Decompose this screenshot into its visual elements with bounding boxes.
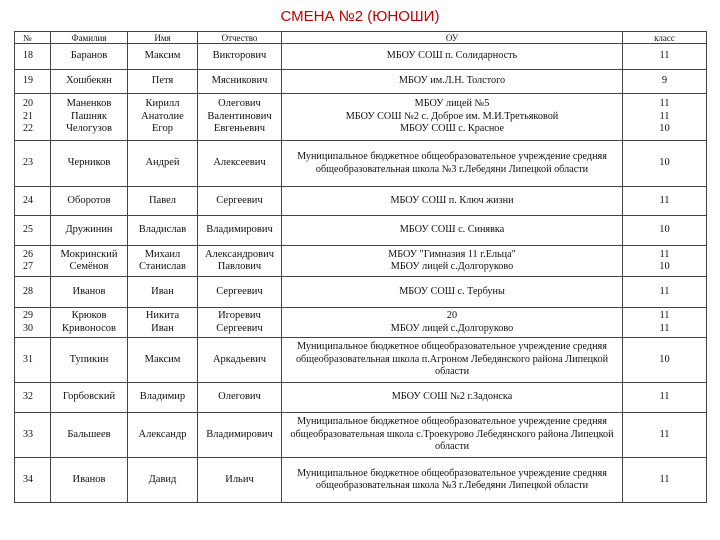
cell-patronymic: Владимирович — [198, 216, 282, 246]
cell-line: Павлович — [217, 261, 262, 272]
table-row — [15, 44, 707, 70]
cell-grade: 11 — [623, 44, 707, 70]
cell-line: МБОУ лицей №5 — [414, 98, 490, 110]
cell-first-name: Павел — [128, 187, 198, 216]
cell-number: 24 — [15, 187, 51, 216]
cell-line: Иван — [151, 322, 174, 334]
cell-line: Пашняк — [71, 110, 107, 122]
header-first-name: Имя — [128, 32, 198, 44]
table-row — [15, 458, 707, 503]
cell-school: МБОУ СОШ п. Ключ жизни — [282, 187, 623, 216]
table-row — [15, 94, 707, 141]
cell-line: 27 — [23, 261, 33, 272]
cell-school: МБОУ СОШ п. Солидарность — [282, 44, 623, 70]
cell-last-name — [51, 308, 128, 338]
cell-number: 33 — [15, 413, 51, 458]
cell-patronymic: Аркадьевич — [198, 338, 282, 383]
cell-patronymic: Мясникович — [198, 70, 282, 94]
table-row — [15, 141, 707, 187]
cell-line: 29 — [23, 310, 33, 321]
header-last-name: Фамилия — [51, 32, 128, 44]
cell-line: 30 — [23, 322, 33, 334]
cell-line: Егор — [152, 123, 173, 135]
cell-patronymic: Владимирович — [198, 413, 282, 458]
cell-grade — [623, 308, 707, 338]
cell-grade — [623, 246, 707, 277]
cell-number: 31 — [15, 338, 51, 383]
table-row — [15, 277, 707, 308]
cell-line: Маненков — [66, 98, 112, 110]
cell-patronymic — [198, 308, 282, 338]
cell-school: Муниципальное бюджетное общеобразовательное учреждение средняя общеобразовательная школа №3 г.Лебедяни Липецкой области — [282, 141, 623, 187]
cell-last-name — [51, 246, 128, 277]
cell-first-name: Владимир — [128, 383, 198, 413]
cell-line: Александрович — [204, 248, 275, 260]
cell-line: Олегович — [218, 98, 261, 110]
table-row — [15, 383, 707, 413]
cell-line: 11 — [659, 322, 670, 334]
cell-grade: 10 — [623, 141, 707, 187]
table-body — [15, 44, 707, 503]
page-title: СМЕНА №2 (ЮНОШИ) — [280, 8, 440, 25]
cell-line: Анатолие — [141, 110, 184, 122]
cell-patronymic: Олегович — [198, 383, 282, 413]
cell-grade: 10 — [623, 338, 707, 383]
cell-school: МБОУ СОШ с. Тербуны — [282, 277, 623, 308]
header-number: № — [15, 32, 51, 44]
cell-line: 22 — [23, 123, 33, 135]
table-row — [15, 338, 707, 383]
cell-school: Муниципальное бюджетное общеобразовательное учреждение средняя общеобразовательная школа п.Агроном Лебедянского района Липецкой области — [282, 338, 623, 383]
cell-line: 10 — [659, 261, 670, 272]
cell-line: 26 — [23, 248, 33, 260]
cell-patronymic: Викторович — [198, 44, 282, 70]
participants-table — [14, 31, 707, 503]
cell-grade: 11 — [623, 413, 707, 458]
cell-first-name: Максим — [128, 44, 198, 70]
cell-line: 11 — [659, 310, 670, 321]
cell-patronymic — [198, 94, 282, 141]
cell-last-name: Дружинин — [51, 216, 128, 246]
cell-first-name — [128, 246, 198, 277]
header-patronymic: Отчество — [198, 32, 282, 44]
cell-first-name: Александр — [128, 413, 198, 458]
cell-line: 11 — [659, 110, 670, 122]
cell-number — [15, 94, 51, 141]
cell-patronymic: Сергеевич — [198, 187, 282, 216]
cell-grade: 9 — [623, 70, 707, 94]
cell-first-name: Владислав — [128, 216, 198, 246]
cell-last-name: Черников — [51, 141, 128, 187]
cell-line: Сергеевич — [216, 322, 263, 334]
cell-grade: 11 — [623, 187, 707, 216]
cell-last-name: Горбовский — [51, 383, 128, 413]
cell-number: 19 — [15, 70, 51, 94]
table-row — [15, 413, 707, 458]
cell-number: 32 — [15, 383, 51, 413]
cell-patronymic — [198, 246, 282, 277]
cell-first-name: Иван — [128, 277, 198, 308]
cell-line: Семёнов — [69, 261, 109, 272]
cell-line: 11 — [659, 98, 670, 110]
cell-grade: 11 — [623, 458, 707, 503]
cell-school — [282, 94, 623, 141]
cell-school — [282, 308, 623, 338]
cell-line: Валентинович — [207, 110, 272, 122]
cell-number: 25 — [15, 216, 51, 246]
cell-line: 11 — [659, 248, 670, 260]
cell-school: МБОУ СОШ с. Синявка — [282, 216, 623, 246]
cell-first-name: Петя — [128, 70, 198, 94]
cell-line: Игоревич — [218, 310, 261, 321]
cell-patronymic: Ильич — [198, 458, 282, 503]
cell-first-name: Давид — [128, 458, 198, 503]
cell-school: МБОУ СОШ №2 г.Задонска — [282, 383, 623, 413]
cell-school: Муниципальное бюджетное общеобразовательное учреждение средняя общеобразовательная школа №3 г.Лебедяни Липецкой области — [282, 458, 623, 503]
header-school: ОУ — [282, 32, 623, 44]
cell-line: 20 — [23, 98, 33, 110]
cell-line: Никита — [145, 310, 180, 321]
cell-first-name — [128, 94, 198, 141]
cell-number: 18 — [15, 44, 51, 70]
cell-patronymic: Алексеевич — [198, 141, 282, 187]
cell-first-name: Максим — [128, 338, 198, 383]
cell-first-name — [128, 308, 198, 338]
cell-patronymic: Сергеевич — [198, 277, 282, 308]
cell-grade — [623, 94, 707, 141]
table-row — [15, 308, 707, 338]
table-row — [15, 216, 707, 246]
cell-line: МБОУ "Гимназия 11 г.Ельца" — [388, 248, 516, 260]
cell-line: Евгеньевич — [213, 123, 266, 135]
header-grade: класс — [623, 32, 707, 44]
cell-last-name: Иванов — [51, 277, 128, 308]
cell-line: 21 — [23, 110, 33, 122]
cell-grade: 11 — [623, 383, 707, 413]
cell-school — [282, 246, 623, 277]
table-row — [15, 187, 707, 216]
cell-grade: 10 — [623, 216, 707, 246]
cell-line: Мокринский — [60, 248, 118, 260]
cell-line: МБОУ лицей с.Долгоруково — [390, 261, 514, 272]
cell-line: Кривоносов — [61, 322, 116, 334]
cell-first-name: Андрей — [128, 141, 198, 187]
cell-line: Станислав — [139, 261, 186, 272]
cell-line: 10 — [659, 123, 670, 135]
table-header-row — [15, 32, 707, 44]
cell-last-name: Тупикин — [51, 338, 128, 383]
cell-last-name: Бальшеев — [51, 413, 128, 458]
cell-line: 20 — [446, 310, 458, 321]
cell-line: Челогузов — [66, 123, 112, 135]
cell-last-name: Хошбекян — [51, 70, 128, 94]
cell-grade: 11 — [623, 277, 707, 308]
cell-last-name: Оборотов — [51, 187, 128, 216]
table-row — [15, 246, 707, 277]
cell-number: 34 — [15, 458, 51, 503]
cell-number: 23 — [15, 141, 51, 187]
cell-line: Михаил — [144, 248, 181, 260]
cell-line: Крюков — [71, 310, 107, 321]
cell-last-name: Баранов — [51, 44, 128, 70]
cell-number — [15, 246, 51, 277]
cell-line: МБОУ лицей с.Долгоруково — [390, 322, 514, 334]
table-row — [15, 70, 707, 94]
cell-school: Муниципальное бюджетное общеобразовательное учреждение средняя общеобразовательная школа с.Троекурово Лебедянского района Липецкой области — [282, 413, 623, 458]
cell-school: МБОУ им.Л.Н. Толстого — [282, 70, 623, 94]
cell-last-name: Иванов — [51, 458, 128, 503]
cell-line: МБОУ СОШ с. Красное — [399, 123, 505, 135]
cell-number — [15, 308, 51, 338]
cell-line: Кирилл — [145, 98, 180, 110]
cell-line: МБОУ СОШ №2 с. Доброе им. М.И.Третьяковой — [345, 110, 559, 122]
cell-number: 28 — [15, 277, 51, 308]
cell-last-name — [51, 94, 128, 141]
